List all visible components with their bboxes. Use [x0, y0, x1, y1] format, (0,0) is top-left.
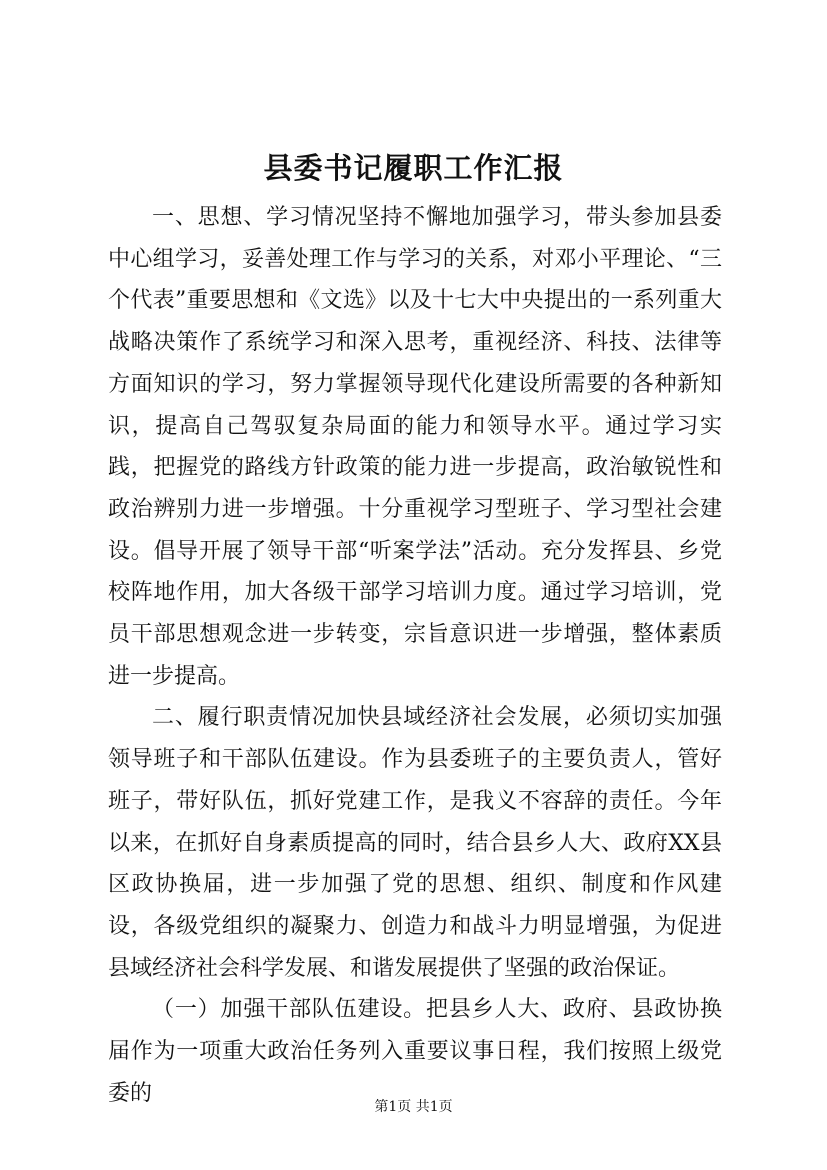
document-body	[108, 197, 722, 1114]
page-footer: 第1页 共1页	[374, 1099, 453, 1115]
document-title: 县委书记履职工作汇报	[263, 151, 564, 185]
paragraph-thinking-study: 一、思想、学习情况坚持不懈地加强学习，带头参加县委中心组学习，妥善处理工作与学习的关系，对邓小平理论、“三个代表”重要思想和《文选》以及十七大中央提出的一系列重大战略决策作了系统学习和深入思考，重视经济、科技、法律等方面知识的学习，努力掌握领导现代化建设所需要的各种新知识，提高自己驾驭复杂局面的能力和领导水平。通过学习实践，把握党的路线方针政策的能力进一步提高，政治敏锐性和政治辨别力进一步增强。十分重视学习型班子、学习型社会建设。倡导开展了领导干部“听案学法”活动。充分发挥县、乡党校阵地作用，加大各级干部学习培训力度。通过学习培训，党员干部思想观念进一步转变，宗旨意识进一步增强，整体素质进一步提高。	[108, 205, 722, 689]
paragraph-cadre-team: （一）加强干部队伍建设。把县乡人大、政府、县政协换届作为一项重大政治任务列入重要议事日程，我们按照上级党委的	[108, 997, 722, 1106]
paragraph-duty-performance: 二、履行职责情况加快县域经济社会发展，必须切实加强领导班子和干部队伍建设。作为县委班子的主要负责人，管好班子，带好队伍，抓好党建工作，是我义不容辞的责任。今年以来，在抓好自身素质提高的同时，结合县乡人大、政府XX县区政协换届，进一步加强了党的思想、组织、制度和作风建设，各级党组织的凝聚力、创造力和战斗力明显增强，为促进县域经济社会科学发展、和谐发展提供了坚强的政治保证。	[108, 705, 722, 981]
